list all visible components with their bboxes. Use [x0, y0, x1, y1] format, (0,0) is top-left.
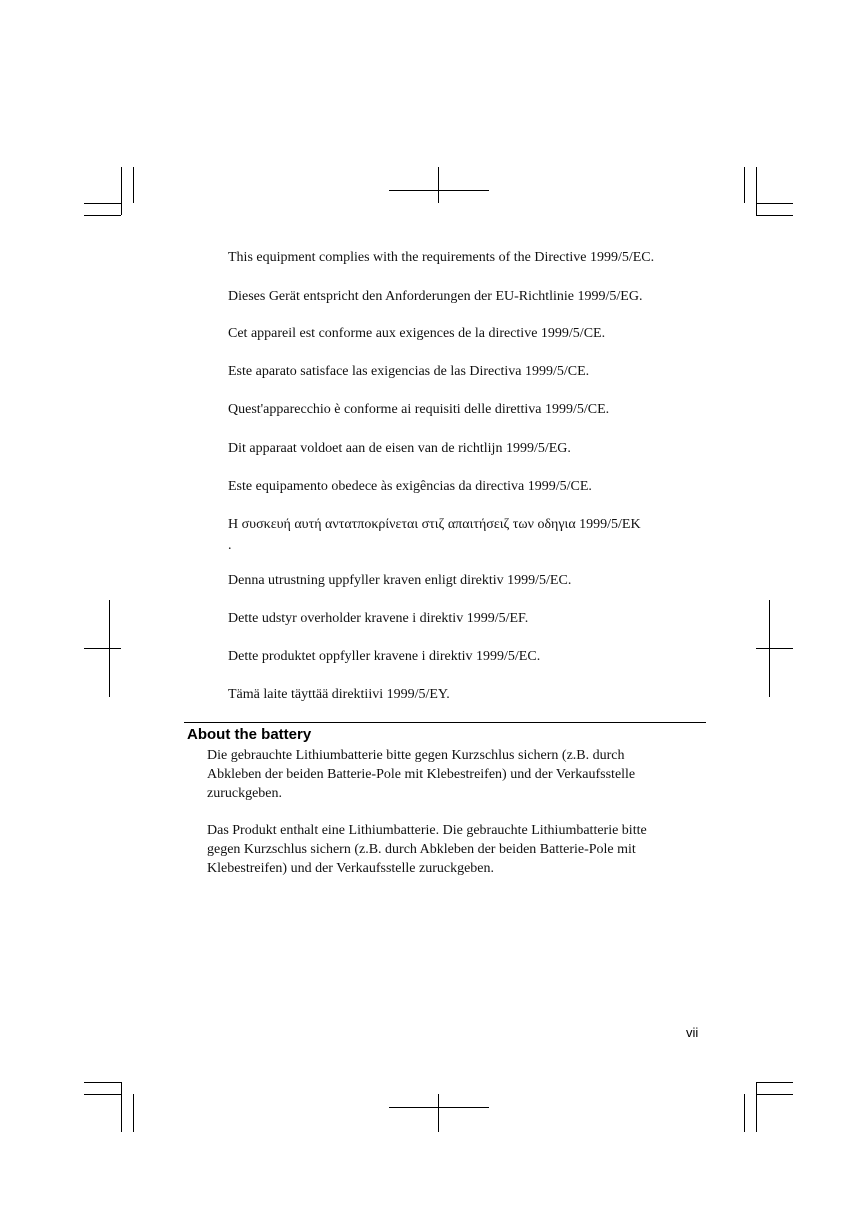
- battery-heading: About the battery: [187, 726, 312, 743]
- directive-statement-en: This equipment complies with the requirements of the Directive 1999/5/EC.: [228, 250, 655, 265]
- directive-statement-it: Quest'apparecchio è conforme ai requisiti delle direttiva 1999/5/CE.: [228, 402, 610, 417]
- battery-paragraph-1: Die gebrauchte Lithiumbatterie bitte gegen Kurzschlus sichern (z.B. durch Abkleben der beiden Batterie-Pole mit Klebestreifen) und der Verkaufsstelle zuruckgeben.: [207, 748, 636, 801]
- directive-statement-de: Dieses Gerät entspricht den Anforderungen der EU-Richtlinie 1999/5/EG.: [228, 289, 643, 304]
- section-divider: [184, 722, 706, 723]
- directive-statement-el-continuation: .: [228, 538, 232, 553]
- directive-statement-nl: Dit apparaat voldoet aan de eisen van de richtlijn 1999/5/EG.: [228, 441, 571, 456]
- page-number: vii: [686, 1025, 699, 1040]
- directive-statement-da: Dette udstyr overholder kravene i direktiv 1999/5/EF.: [228, 611, 529, 626]
- directive-statement-fi: Tämä laite täyttää direktiivi 1999/5/EY.: [228, 687, 450, 702]
- directive-statement-fr: Cet appareil est conforme aux exigences de la directive 1999/5/CE.: [228, 326, 606, 341]
- directive-statement-el: Η συσκευή αυτή αντατποκρίνεται στιζ απαιτήσειζ των οδηγια 1999/5/EK: [228, 517, 641, 532]
- directive-statement-no: Dette produktet oppfyller kravene i direktiv 1999/5/EC.: [228, 649, 541, 664]
- battery-paragraph-2: Das Produkt enthalt eine Lithiumbatterie. Die gebrauchte Lithiumbatterie bitte gegen Kurzschlus sichern (z.B. durch Abkleben der beiden Batterie-Pole mit Klebestreifen) und der Verkaufsstelle zuruckgeben.: [207, 823, 647, 876]
- directive-statement-sv: Denna utrustning uppfyller kraven enligt direktiv 1999/5/EC.: [228, 573, 572, 588]
- directive-statement-es: Este aparato satisface las exigencias de las Directiva 1999/5/CE.: [228, 364, 590, 379]
- directive-statement-pt: Este equipamento obedece às exigências da directiva 1999/5/CE.: [228, 479, 592, 494]
